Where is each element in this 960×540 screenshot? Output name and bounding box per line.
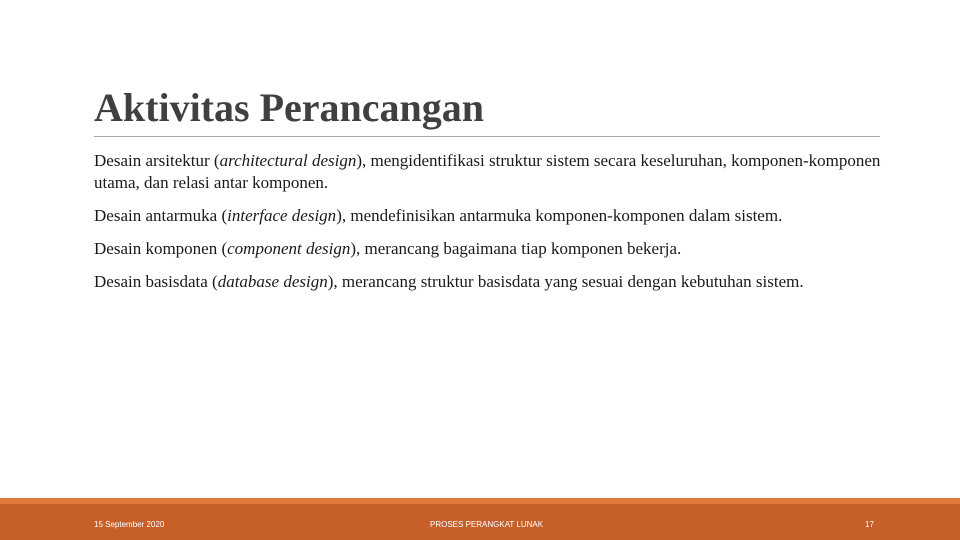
activity-text: ), mendefinisikan antarmuka komponen-komponen dalam sistem. — [336, 206, 783, 225]
activity-text: Desain komponen ( — [94, 239, 228, 258]
title-divider — [94, 136, 880, 137]
activity-component-design — [94, 238, 884, 260]
activity-architectural-design — [94, 150, 884, 194]
activity-text: ), mengidentifikasi struktur sistem secara keseluruhan, komponen-komponen utama, dan relasi antar komponen. — [94, 151, 881, 192]
activity-term: component design — [227, 239, 351, 258]
activity-text: Desain arsitektur ( — [94, 151, 220, 170]
activity-text: ), merancang struktur basisdata yang sesuai dengan kebutuhan sistem. — [327, 272, 804, 291]
activity-text: Desain antarmuka ( — [94, 206, 228, 225]
slide-body — [94, 150, 884, 304]
slide-title: Aktivitas Perancangan — [94, 85, 484, 130]
slide-number: 17 — [865, 520, 874, 529]
footer-accent-stripe — [0, 498, 960, 504]
footer-date: 15 September 2020 — [94, 520, 165, 529]
activity-text: Desain basisdata ( — [94, 272, 218, 291]
footer-bar — [0, 498, 960, 540]
footer-presentation-title: PROSES PERANGKAT LUNAK — [430, 520, 544, 529]
activity-term: database design — [217, 272, 328, 291]
activity-interface-design — [94, 205, 884, 227]
activity-term: interface design — [227, 206, 337, 225]
activity-text: ), merancang bagaimana tiap komponen bekerja. — [350, 239, 682, 258]
activity-database-design — [94, 271, 884, 293]
activity-term: architectural design — [219, 151, 357, 170]
